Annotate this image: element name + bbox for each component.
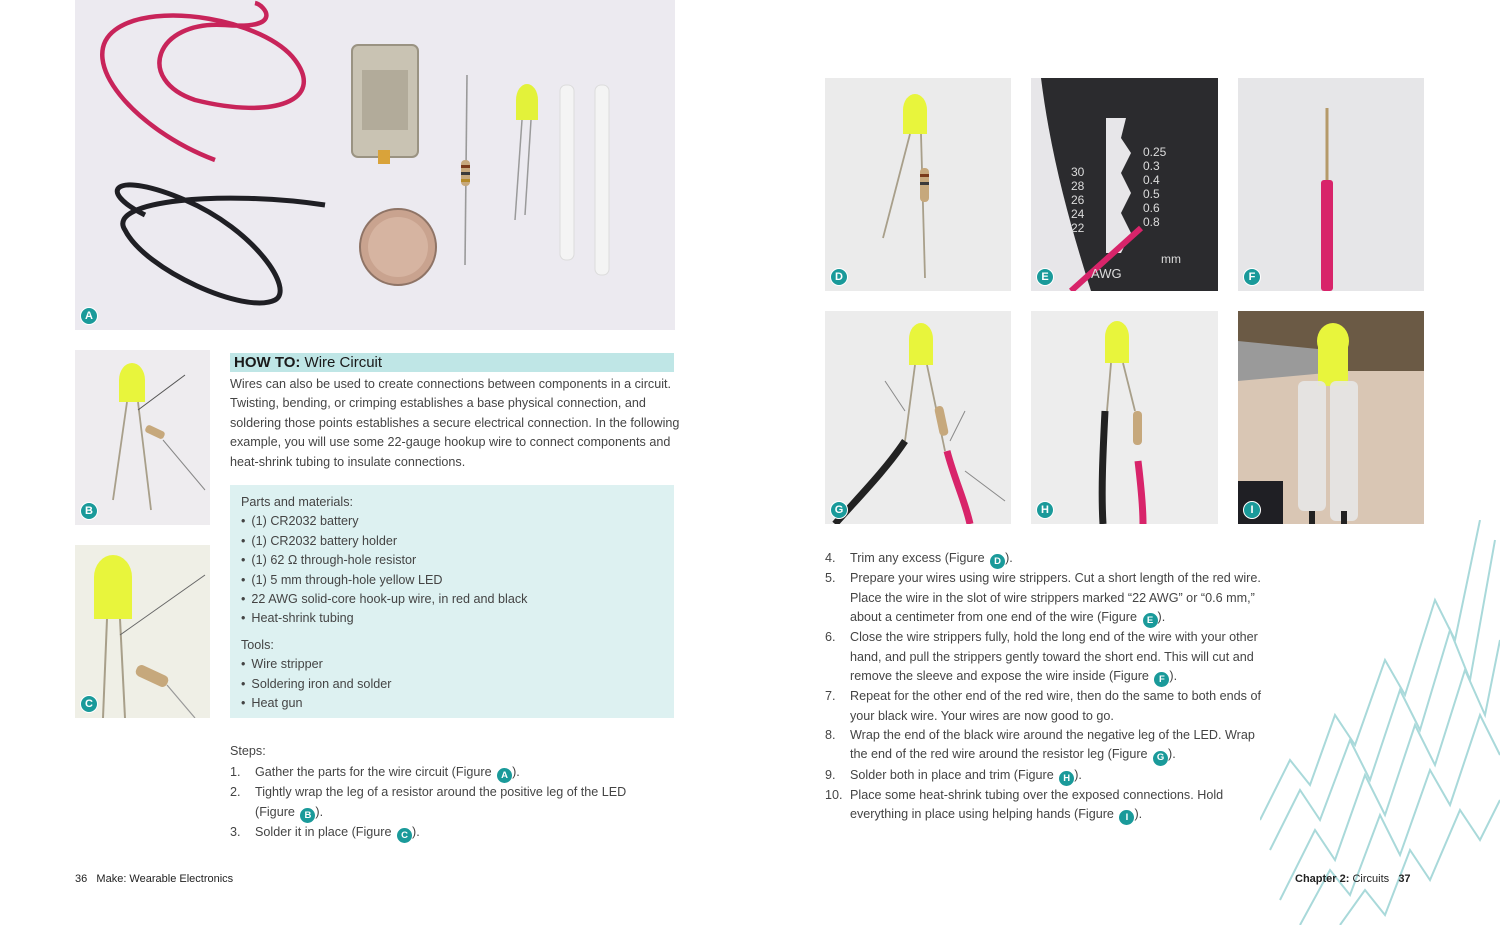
- step-item: [230, 823, 660, 843]
- figure-h-badge: H: [1036, 501, 1054, 519]
- howto-heading-label: HOW TO:: [234, 354, 301, 371]
- parts-item: • (1) 5 mm through-hole yellow LED: [241, 571, 663, 590]
- mm-06: 0.6: [1143, 201, 1160, 215]
- step-text: Solder it in place (Figure: [255, 824, 395, 839]
- howto-heading-title: Wire Circuit: [300, 354, 383, 371]
- step-text: Close the wire strippers fully, hold the long end of the wire with your other hand, and pull the strippers gently toward the short end. This will cut and remove the sleeve and expose the wire inside (Figure: [850, 630, 1258, 684]
- step-number: 8.: [825, 728, 836, 743]
- step-number: 6.: [825, 630, 836, 645]
- book-title: Make: Wearable Electronics: [96, 873, 234, 885]
- steps-label: Steps:: [230, 744, 266, 758]
- figure-f-photo: [1238, 78, 1424, 291]
- parts-item: • (1) CR2032 battery: [241, 512, 663, 531]
- stripped-wire-illustration: [1238, 78, 1424, 291]
- mm-03: 0.3: [1143, 159, 1160, 173]
- step-item: [230, 783, 660, 823]
- figure-d-photo: [825, 78, 1011, 291]
- figure-c-photo: [75, 545, 210, 718]
- figure-ref: G: [1153, 751, 1168, 766]
- figure-e-photo: [1031, 78, 1218, 291]
- mm-unit: mm: [1161, 252, 1181, 266]
- step-number: 5.: [825, 571, 836, 586]
- step-item: [825, 569, 1270, 628]
- soldered-wires-illustration: [1031, 311, 1218, 524]
- step-text: Trim any excess (Figure: [850, 551, 989, 565]
- parts-item: • (1) CR2032 battery holder: [241, 532, 663, 551]
- step-end: ).: [1074, 767, 1082, 782]
- figure-ref: F: [1154, 672, 1169, 687]
- howto-heading: [230, 353, 674, 372]
- page-number-right: 37: [1398, 873, 1411, 885]
- awg-24: 24: [1071, 207, 1085, 221]
- step-number: 4.: [825, 551, 836, 565]
- parts-item: • 22 AWG solid-core hook-up wire, in red and black: [241, 590, 663, 609]
- wire-stripper-illustration: [1031, 78, 1218, 291]
- mm-08: 0.8: [1143, 215, 1160, 229]
- step-end: ).: [1169, 669, 1178, 684]
- tools-label: Tools:: [241, 637, 274, 652]
- step-text: Tightly wrap the leg of a resistor around the positive leg of the LED (Figure: [255, 785, 627, 819]
- soldered-led-illustration: [75, 545, 210, 718]
- step-text: Gather the parts for the wire circuit (Figure: [255, 765, 496, 779]
- awg-22: 22: [1071, 221, 1085, 235]
- figure-i-photo: [1238, 311, 1424, 524]
- step-number: 2.: [230, 785, 241, 800]
- step-text: Wrap the end of the black wire around the negative leg of the LED. Wrap the end of the red wire around the resistor leg (Figure: [850, 728, 1255, 762]
- parts-item: • (1) 62 Ω through-hole resistor: [241, 551, 663, 570]
- tools-item: • Wire stripper: [241, 655, 663, 674]
- folio-right: [1295, 873, 1411, 885]
- step-item: [825, 766, 1270, 786]
- parts-illustration: [75, 0, 675, 330]
- figure-ref: C: [397, 828, 412, 843]
- mm-04: 0.4: [1143, 173, 1160, 187]
- trimmed-led-illustration: [825, 78, 1011, 291]
- parts-label: Parts and materials:: [241, 495, 353, 509]
- step-end: ).: [315, 804, 324, 819]
- figure-ref: B: [300, 808, 315, 823]
- awg-unit: AWG: [1091, 266, 1122, 281]
- figure-ref: I: [1119, 810, 1134, 825]
- chapter-title: Circuits: [1349, 873, 1390, 885]
- awg-28: 28: [1071, 179, 1085, 193]
- step-number: 10.: [825, 787, 843, 802]
- mm-025: 0.25: [1143, 145, 1167, 159]
- awg-30: 30: [1071, 165, 1085, 179]
- figure-ref: D: [990, 554, 1005, 569]
- step-number: 7.: [825, 689, 836, 704]
- figure-a-photo: [75, 0, 675, 330]
- mm-05: 0.5: [1143, 187, 1160, 201]
- tools-item: • Soldering iron and solder: [241, 675, 663, 694]
- figure-h-photo: [1031, 311, 1218, 524]
- figure-ref: E: [1143, 613, 1158, 628]
- steps-list-left: [230, 763, 660, 843]
- figure-b-photo: [75, 350, 210, 525]
- figure-d-badge: D: [830, 268, 848, 286]
- step-end: ).: [412, 824, 420, 839]
- parts-list: [241, 512, 663, 628]
- folio-left: [75, 873, 233, 885]
- step-item: [230, 763, 660, 783]
- step-item: [825, 628, 1270, 687]
- step-end: ).: [1168, 747, 1176, 762]
- figure-b-badge: B: [80, 502, 98, 520]
- figure-ref: A: [497, 768, 512, 783]
- figure-i-badge: I: [1243, 501, 1261, 519]
- step-end: ).: [1005, 551, 1013, 565]
- wrapped-wires-illustration: [825, 311, 1011, 524]
- step-item: [825, 786, 1270, 826]
- parts-item: • Heat-shrink tubing: [241, 609, 663, 628]
- decorative-line-art: [1260, 520, 1500, 925]
- figure-g-badge: G: [830, 501, 848, 519]
- page-number-left: 36: [75, 873, 88, 885]
- howto-intro: Wires can also be used to create connections between components in a circuit. Twisting, bending, or crimping establishes a base physical connection, and soldering those points establishes a secure electrical connection. In the following example, you will use some 22-gauge hookup wire to connect components and heat-shrink tubing to insulate connections.: [230, 377, 680, 469]
- step-number: 1.: [230, 765, 241, 779]
- step-end: ).: [1134, 807, 1143, 822]
- step-item: [825, 687, 1270, 726]
- step-end: ).: [1157, 610, 1166, 625]
- figure-c-badge: C: [80, 695, 98, 713]
- step-text: Solder both in place and trim (Figure: [850, 767, 1058, 782]
- parts-box: [230, 485, 674, 718]
- chapter-label: Chapter 2:: [1295, 873, 1350, 885]
- step-end: ).: [512, 765, 520, 779]
- tools-list: [241, 655, 663, 713]
- figure-g-photo: [825, 311, 1011, 524]
- step-text: Prepare your wires using wire strippers. Cut a short length of the red wire. Place the wire in the slot of wire strippers marked “22 AWG” or “0.6 mm,” about a centimeter from one end of the wire (Figure: [850, 571, 1261, 625]
- awg-26: 26: [1071, 193, 1085, 207]
- figure-f-badge: F: [1243, 268, 1261, 286]
- heat-shrink-illustration: [1238, 311, 1424, 524]
- step-item: [825, 549, 1270, 569]
- figure-a-badge: A: [80, 307, 98, 325]
- step-text: Place some heat-shrink tubing over the exposed connections. Hold everything in place using helping hands (Figure: [850, 787, 1224, 822]
- step-item: [825, 726, 1270, 766]
- figure-e-badge: E: [1036, 268, 1054, 286]
- figure-ref: H: [1059, 771, 1074, 786]
- step-text: Repeat for the other end of the red wire, then do the same to both ends of your black wire. Your wires are now good to go.: [850, 689, 1261, 723]
- step-number: 3.: [230, 824, 241, 839]
- steps-list-right: [825, 549, 1270, 825]
- tools-item: • Heat gun: [241, 694, 663, 713]
- step-number: 9.: [825, 767, 836, 782]
- led-resistor-illustration: [75, 350, 210, 525]
